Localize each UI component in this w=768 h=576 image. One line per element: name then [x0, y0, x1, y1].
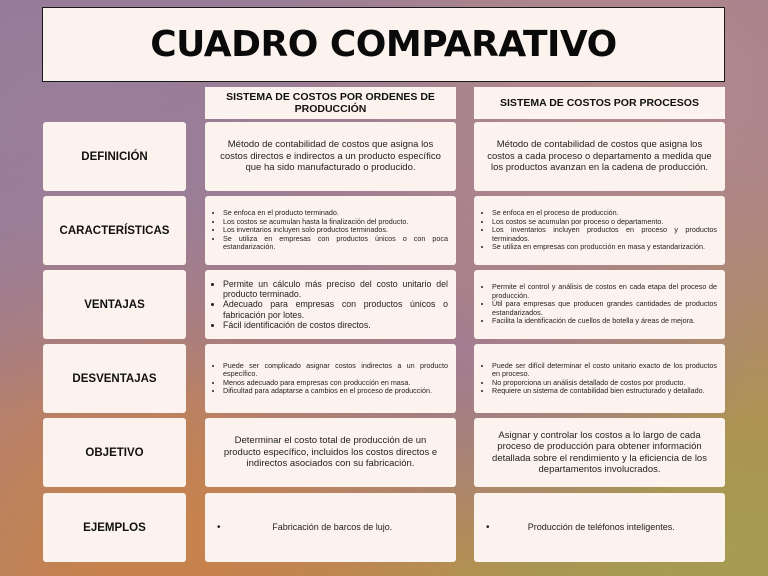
- cell-desventajas-ordenes: [205, 344, 456, 413]
- list-item: • Se enfoca en el producto terminado.: [223, 209, 448, 217]
- bullet-list: [482, 362, 717, 396]
- cell-definicion-procesos: [474, 122, 725, 191]
- list-item: • No proporciona un análisis detallado de costos por producto.: [492, 379, 717, 387]
- bullet-list: [482, 283, 717, 325]
- row-label-definicion: DEFINICIÓN: [43, 122, 186, 191]
- cell-text: Método de contabilidad de costos que asigna los costos a cada proceso o departamento a medida que los productos avanzan en la cadena de producción.: [487, 139, 712, 174]
- list-item: • Los inventarios incluyen productos en proceso y productos terminados.: [492, 226, 717, 243]
- column-header-ordenes: SISTEMA DE COSTOS POR ORDENES DE PRODUCCIÓN: [205, 87, 456, 119]
- row-label-caracteristicas: CARACTERÍSTICAS: [43, 196, 186, 265]
- list-item: • Se utiliza en empresas con producción en masa y estandarización.: [492, 243, 717, 251]
- bullet-list: [213, 279, 448, 330]
- list-item: • Dificultad para adaptarse a cambios en el proceso de producción.: [223, 387, 448, 395]
- row-label-desventajas: DESVENTAJAS: [43, 344, 186, 413]
- list-item: • Se utiliza en empresas con productos únicos o con poca estandarización.: [223, 235, 448, 252]
- row-label-ventajas: VENTAJAS: [43, 270, 186, 339]
- bullet-icon: •: [217, 521, 221, 533]
- cell-text: Producción de teléfonos inteligentes.: [527, 522, 675, 533]
- cell-ventajas-ordenes: [205, 270, 456, 339]
- cell-ejemplos-ordenes: [205, 493, 456, 562]
- list-item: • Requiere un sistema de contabilidad bien estructurado y detallado.: [492, 387, 717, 395]
- cell-ventajas-procesos: [474, 270, 725, 339]
- cell-text: Método de contabilidad de costos que asigna los costos directos e indirectos a un producto específico que ha sido manufacturado o producido.: [220, 139, 441, 174]
- cell-desventajas-procesos: [474, 344, 725, 413]
- page-title: CUADRO COMPARATIVO: [150, 24, 617, 65]
- cell-text: Asignar y controlar los costos a lo largo de cada proceso de producción para obtener información detallada sobre el rendimiento y la eficiencia de los departamentos involucrados.: [492, 429, 707, 475]
- list-item: • Los costos se acumulan hasta la finalización del producto.: [223, 218, 448, 226]
- cell-objetivo-procesos: [474, 418, 725, 487]
- cell-text: Fabricación de barcos de lujo.: [272, 522, 393, 533]
- list-item: • Adecuado para empresas con productos únicos o fabricación por lotes.: [223, 299, 448, 319]
- list-item: • Útil para empresas que producen grandes cantidades de productos estandarizados.: [492, 300, 717, 317]
- list-item: • Facilita la identificación de cuellos de botella y áreas de mejora.: [492, 317, 717, 325]
- cell-caracteristicas-procesos: [474, 196, 725, 265]
- list-item: • Se enfoca en el proceso de producción.: [492, 209, 717, 217]
- row-label-ejemplos: EJEMPLOS: [43, 493, 186, 562]
- row-label-objetivo: OBJETIVO: [43, 418, 186, 487]
- list-item: • Los costos se acumulan por proceso o departamento.: [492, 218, 717, 226]
- cell-ejemplos-procesos: [474, 493, 725, 562]
- column-header-procesos: SISTEMA DE COSTOS POR PROCESOS: [474, 87, 725, 119]
- list-item: • Menos adecuado para empresas con producción en masa.: [223, 379, 448, 387]
- cell-text: Determinar el costo total de producción de un producto específico, incluidos los costos directos e indirectos asociados con su fabricación.: [223, 435, 438, 470]
- list-item: • Fácil identificación de costos directos.: [223, 320, 448, 330]
- cell-definicion-ordenes: [205, 122, 456, 191]
- cell-caracteristicas-ordenes: [205, 196, 456, 265]
- bullet-list: [213, 209, 448, 251]
- list-item: • Permite un cálculo más preciso del costo unitario del producto terminado.: [223, 279, 448, 299]
- title-banner: [42, 7, 725, 82]
- list-item: • Puede ser difícil determinar el costo unitario exacto de los productos en proceso.: [492, 362, 717, 379]
- bullet-list: [213, 362, 448, 396]
- cell-objetivo-ordenes: [205, 418, 456, 487]
- bullet-icon: •: [486, 521, 490, 533]
- list-item: • Puede ser complicado asignar costos indirectos a un producto específico.: [223, 362, 448, 379]
- list-item: • Los inventarios incluyen solo productos terminados.: [223, 226, 448, 234]
- bullet-list: [482, 209, 717, 251]
- list-item: • Permite el control y análisis de costos en cada etapa del proceso de producción.: [492, 283, 717, 300]
